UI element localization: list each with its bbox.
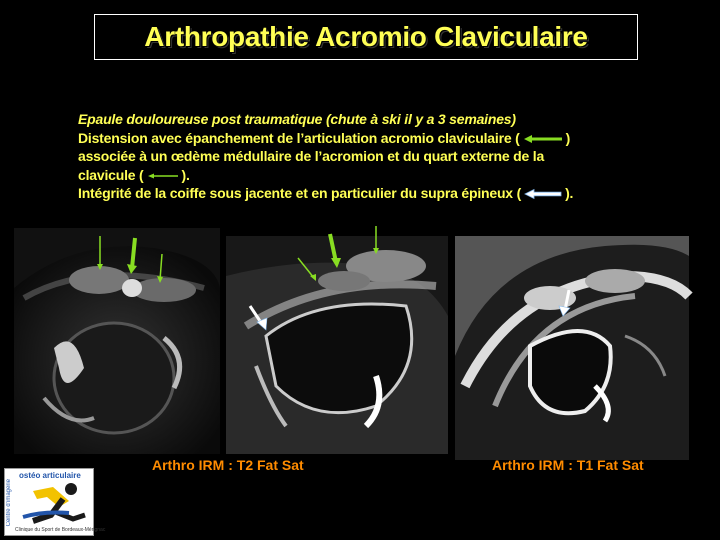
slide-title: Arthropathie Acromio Claviculaire [144,21,588,52]
blue-arrow-icon [525,189,561,199]
clinic-logo [4,468,106,536]
title-box [94,14,638,60]
logo-side-text: Centre d’imagerie [6,479,12,527]
description-line-3: associée à un œdème médullaire de l’acromion et du quart externe de la [78,148,545,164]
line2-prefix: Distension avec épanchement de l’articulation acromio claviculaire ( [78,129,520,146]
green-arrow-icon [524,134,562,144]
line5-prefix: Intégrité de la coiffe sous jacente et en particulier du supra épineux ( [78,185,522,201]
line5-suffix: ). [565,185,574,201]
description-text [78,110,638,203]
description-line-4 [78,166,638,185]
logo-bottom-text: Clinique du Sport de Bordeaux-Mérignac [15,527,106,533]
athlete-figure-icon [13,481,93,527]
caption-right: Arthro IRM : T1 Fat Sat [492,457,644,473]
line4-suffix: ). [181,166,190,183]
mri-image-coronal-t1 [455,236,689,460]
description-line-5 [78,184,638,203]
description-line-1: Epaule douloureuse post traumatique (chute à ski il y a 3 semaines) [78,111,516,127]
logo-top-text: ostéo articulaire [19,471,81,480]
description-line-2 [78,129,638,148]
mri-image-coronal-t2-2 [226,236,448,454]
line4-prefix: clavicule ( [78,166,144,183]
thin-green-arrow-icon [148,172,178,180]
caption-left: Arthro IRM : T2 Fat Sat [152,457,304,473]
line2-suffix: ) [565,129,571,146]
mri-image-coronal-t2-1 [14,228,220,454]
